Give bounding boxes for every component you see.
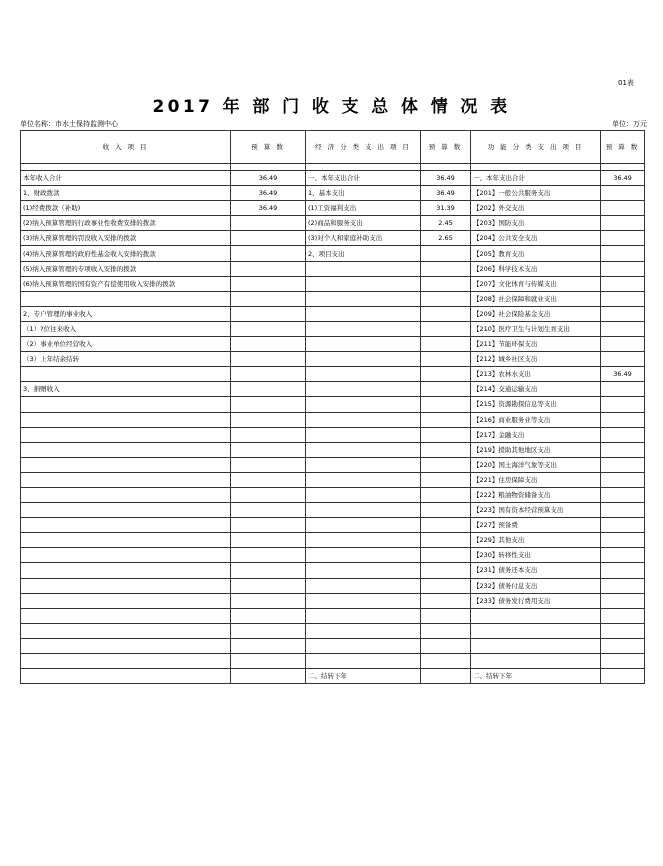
func-budget	[601, 306, 645, 321]
income-item	[21, 638, 231, 653]
econ-item	[306, 623, 421, 638]
header-income: 收 入 项 目	[21, 131, 231, 164]
income-budget	[231, 427, 306, 442]
econ-budget	[421, 291, 471, 306]
econ-budget	[421, 669, 471, 684]
table-row	[21, 548, 645, 563]
income-item: (4)纳入预算管理的政府性基金收入安排的拨款	[21, 246, 231, 261]
income-item	[21, 654, 231, 669]
income-item: （3）上年结余结转	[21, 352, 231, 367]
func-item: 【221】住房保障支出	[471, 472, 601, 487]
econ-budget	[421, 337, 471, 352]
func-item: 【220】国土海洋气象等支出	[471, 457, 601, 472]
table-row	[21, 397, 645, 412]
func-item: 【208】社会保障和就业支出	[471, 291, 601, 306]
func-budget	[601, 638, 645, 653]
table-row	[21, 261, 645, 276]
income-budget	[231, 578, 306, 593]
income-budget	[231, 533, 306, 548]
income-budget	[231, 457, 306, 472]
econ-item: 二、结转下年	[306, 669, 421, 684]
econ-budget	[421, 487, 471, 502]
func-budget	[601, 397, 645, 412]
func-budget: 36.49	[601, 367, 645, 382]
income-item	[21, 608, 231, 623]
func-budget	[601, 442, 645, 457]
econ-item	[306, 578, 421, 593]
func-item	[471, 623, 601, 638]
econ-item	[306, 261, 421, 276]
table-row	[21, 321, 645, 336]
econ-item: 1、基本支出	[306, 186, 421, 201]
func-item	[471, 654, 601, 669]
income-item	[21, 623, 231, 638]
econ-budget: 36.49	[421, 171, 471, 186]
budget-table	[20, 130, 645, 684]
table-row	[21, 337, 645, 352]
income-item	[21, 669, 231, 684]
table-row	[21, 623, 645, 638]
econ-item	[306, 593, 421, 608]
econ-item	[306, 563, 421, 578]
econ-item	[306, 654, 421, 669]
econ-budget	[421, 533, 471, 548]
econ-item: (1)工资福利支出	[306, 201, 421, 216]
table-row	[21, 412, 645, 427]
econ-item: (2)商品和服务支出	[306, 216, 421, 231]
unit-name: 单位名称：市水土保持监测中心	[20, 120, 118, 128]
income-budget	[231, 608, 306, 623]
income-budget	[231, 352, 306, 367]
func-item: 【201】一般公共服务支出	[471, 186, 601, 201]
econ-item: 2、项目支出	[306, 246, 421, 261]
econ-budget	[421, 578, 471, 593]
econ-item	[306, 518, 421, 533]
income-budget	[231, 563, 306, 578]
econ-budget	[421, 593, 471, 608]
table-row	[21, 638, 645, 653]
income-budget	[231, 397, 306, 412]
table-row	[21, 608, 645, 623]
econ-item	[306, 638, 421, 653]
table-row	[21, 201, 645, 216]
econ-budget	[421, 442, 471, 457]
func-item: 【210】医疗卫生与计划生育支出	[471, 321, 601, 336]
func-item: 【222】粮油物资储备支出	[471, 487, 601, 502]
spacer-row	[21, 164, 645, 171]
func-budget: 36.49	[601, 171, 645, 186]
income-budget	[231, 291, 306, 306]
income-item: 2、专户管理的事业收入	[21, 306, 231, 321]
income-item: (1)经费拨款（补助)	[21, 201, 231, 216]
income-budget	[231, 276, 306, 291]
table-row	[21, 503, 645, 518]
income-budget: 36.49	[231, 201, 306, 216]
func-budget	[601, 337, 645, 352]
income-budget	[231, 261, 306, 276]
econ-budget	[421, 623, 471, 638]
econ-budget	[421, 457, 471, 472]
econ-budget: 36.49	[421, 186, 471, 201]
func-item: 【216】商业服务业等支出	[471, 412, 601, 427]
func-budget	[601, 246, 645, 261]
income-item	[21, 578, 231, 593]
table-row	[21, 246, 645, 261]
func-item: 【212】城乡社区支出	[471, 352, 601, 367]
income-item	[21, 487, 231, 502]
table-row	[21, 427, 645, 442]
income-budget	[231, 321, 306, 336]
econ-item	[306, 321, 421, 336]
func-item: 【223】国有资本经营预算支出	[471, 503, 601, 518]
income-budget	[231, 623, 306, 638]
table-row	[21, 352, 645, 367]
func-item: 【207】文化体育与传媒支出	[471, 276, 601, 291]
income-item	[21, 472, 231, 487]
table-row	[21, 669, 645, 684]
income-item	[21, 442, 231, 457]
income-item	[21, 457, 231, 472]
econ-item	[306, 427, 421, 442]
econ-budget	[421, 503, 471, 518]
income-budget	[231, 638, 306, 653]
func-item: 【202】外交支出	[471, 201, 601, 216]
econ-budget: 31.39	[421, 201, 471, 216]
func-budget	[601, 457, 645, 472]
income-budget	[231, 337, 306, 352]
func-budget	[601, 593, 645, 608]
econ-budget	[421, 352, 471, 367]
econ-item	[306, 487, 421, 502]
income-item: （2）事业单位经营收入	[21, 337, 231, 352]
econ-budget	[421, 261, 471, 276]
table-row	[21, 533, 645, 548]
econ-item	[306, 533, 421, 548]
func-item: 【206】科学技术支出	[471, 261, 601, 276]
income-budget	[231, 442, 306, 457]
income-item: (3)纳入预算管理的罚没收入安排的拨款	[21, 231, 231, 246]
func-item: 【233】债务发行费用支出	[471, 593, 601, 608]
income-item	[21, 503, 231, 518]
header-budget-2: 预 算 数	[421, 131, 471, 164]
income-item	[21, 518, 231, 533]
income-budget	[231, 412, 306, 427]
table-row	[21, 186, 645, 201]
func-budget	[601, 382, 645, 397]
econ-budget	[421, 306, 471, 321]
func-budget	[601, 669, 645, 684]
func-budget	[601, 291, 645, 306]
func-item: 【214】交通运输支出	[471, 382, 601, 397]
func-item: 【211】节能环保支出	[471, 337, 601, 352]
table-row	[21, 578, 645, 593]
func-budget	[601, 427, 645, 442]
func-item: 【229】其他支出	[471, 533, 601, 548]
income-budget	[231, 472, 306, 487]
func-budget	[601, 186, 645, 201]
income-item	[21, 412, 231, 427]
econ-budget	[421, 367, 471, 382]
func-item: 【215】资源勘探信息等支出	[471, 397, 601, 412]
table-row	[21, 654, 645, 669]
income-item: 1、财政拨款	[21, 186, 231, 201]
econ-item	[306, 382, 421, 397]
econ-budget	[421, 397, 471, 412]
econ-item	[306, 291, 421, 306]
econ-budget	[421, 276, 471, 291]
econ-budget	[421, 518, 471, 533]
income-budget	[231, 593, 306, 608]
currency-unit: 单位：万元	[612, 120, 647, 128]
func-budget	[601, 533, 645, 548]
econ-item	[306, 306, 421, 321]
form-number: 01表	[618, 79, 634, 87]
header-row	[21, 131, 645, 164]
econ-budget	[421, 608, 471, 623]
func-item: 【230】转移性支出	[471, 548, 601, 563]
func-item: 二、结转下年	[471, 669, 601, 684]
func-item	[471, 638, 601, 653]
income-item	[21, 291, 231, 306]
func-budget	[601, 563, 645, 578]
func-budget	[601, 261, 645, 276]
func-budget	[601, 503, 645, 518]
header-budget-3: 预 算 数	[601, 131, 645, 164]
income-budget	[231, 669, 306, 684]
func-item: 【217】金融支出	[471, 427, 601, 442]
func-budget	[601, 276, 645, 291]
table-row	[21, 171, 645, 186]
func-budget	[601, 548, 645, 563]
income-budget: 36.49	[231, 171, 306, 186]
econ-item	[306, 472, 421, 487]
func-item: 【205】教育支出	[471, 246, 601, 261]
func-budget	[601, 352, 645, 367]
func-budget	[601, 578, 645, 593]
table-row	[21, 231, 645, 246]
econ-budget	[421, 563, 471, 578]
func-budget	[601, 518, 645, 533]
income-budget	[231, 246, 306, 261]
table-row	[21, 472, 645, 487]
table-row	[21, 442, 645, 457]
func-budget	[601, 321, 645, 336]
func-item: 【232】债务付息支出	[471, 578, 601, 593]
income-item	[21, 397, 231, 412]
func-item: 【227】预备费	[471, 518, 601, 533]
econ-item	[306, 548, 421, 563]
table-row	[21, 563, 645, 578]
econ-budget	[421, 412, 471, 427]
econ-budget	[421, 638, 471, 653]
header-func: 功 能 分 类 支 出 项 目	[471, 131, 601, 164]
econ-item	[306, 367, 421, 382]
econ-budget	[421, 382, 471, 397]
func-budget	[601, 487, 645, 502]
income-budget	[231, 306, 306, 321]
income-budget	[231, 548, 306, 563]
func-item: 【209】社会保险基金支出	[471, 306, 601, 321]
func-budget	[601, 472, 645, 487]
func-item: 【213】农林水支出	[471, 367, 601, 382]
income-budget	[231, 654, 306, 669]
income-item: (6)纳入预算管理的国有资产有偿使用收入安排的拨款	[21, 276, 231, 291]
func-item: 【219】援助其他地区支出	[471, 442, 601, 457]
econ-item	[306, 412, 421, 427]
income-item	[21, 533, 231, 548]
econ-item	[306, 457, 421, 472]
func-budget	[601, 608, 645, 623]
econ-budget	[421, 472, 471, 487]
table-row	[21, 216, 645, 231]
income-item	[21, 593, 231, 608]
income-budget	[231, 487, 306, 502]
income-item	[21, 367, 231, 382]
econ-budget	[421, 654, 471, 669]
func-budget	[601, 654, 645, 669]
econ-item: 一、本年支出合计	[306, 171, 421, 186]
table-row	[21, 382, 645, 397]
table-row	[21, 367, 645, 382]
func-budget	[601, 216, 645, 231]
func-budget	[601, 231, 645, 246]
table-row	[21, 593, 645, 608]
income-budget	[231, 503, 306, 518]
table-row	[21, 306, 645, 321]
econ-item: (3)对个人和家庭补助支出	[306, 231, 421, 246]
income-item	[21, 548, 231, 563]
func-item: 【203】国防支出	[471, 216, 601, 231]
income-budget	[231, 216, 306, 231]
income-item: 3、捐赠收入	[21, 382, 231, 397]
page-title: 2017 年 部 门 收 支 总 体 情 况 表	[152, 97, 511, 117]
econ-budget	[421, 321, 471, 336]
econ-budget	[421, 427, 471, 442]
econ-item	[306, 503, 421, 518]
income-budget	[231, 382, 306, 397]
econ-item	[306, 397, 421, 412]
table-row	[21, 276, 645, 291]
income-budget	[231, 518, 306, 533]
econ-budget: 2.45	[421, 216, 471, 231]
econ-item	[306, 276, 421, 291]
table-row	[21, 291, 645, 306]
income-item: (5)纳入预算管理的专项收入安排的拨款	[21, 261, 231, 276]
func-item	[471, 608, 601, 623]
income-item: （1）?位往来收入	[21, 321, 231, 336]
table-row	[21, 457, 645, 472]
func-item: 一、本年支出合计	[471, 171, 601, 186]
header-econ: 经 济 分 类 支 出 项 目	[306, 131, 421, 164]
func-budget	[601, 201, 645, 216]
income-item	[21, 427, 231, 442]
income-item	[21, 563, 231, 578]
econ-item	[306, 608, 421, 623]
econ-budget	[421, 548, 471, 563]
income-budget	[231, 231, 306, 246]
table-row	[21, 518, 645, 533]
income-item: (2)纳入预算管理的行政事业性收费安排的拨款	[21, 216, 231, 231]
econ-item	[306, 442, 421, 457]
income-budget	[231, 367, 306, 382]
econ-budget: 2.65	[421, 231, 471, 246]
econ-item	[306, 337, 421, 352]
header-budget-1: 预 算 数	[231, 131, 306, 164]
func-budget	[601, 623, 645, 638]
income-item: 本年收入合计	[21, 171, 231, 186]
income-budget: 36.49	[231, 186, 306, 201]
func-item: 【231】债务还本支出	[471, 563, 601, 578]
econ-item	[306, 352, 421, 367]
func-item: 【204】公共安全支出	[471, 231, 601, 246]
table-row	[21, 487, 645, 502]
econ-budget	[421, 246, 471, 261]
func-budget	[601, 412, 645, 427]
